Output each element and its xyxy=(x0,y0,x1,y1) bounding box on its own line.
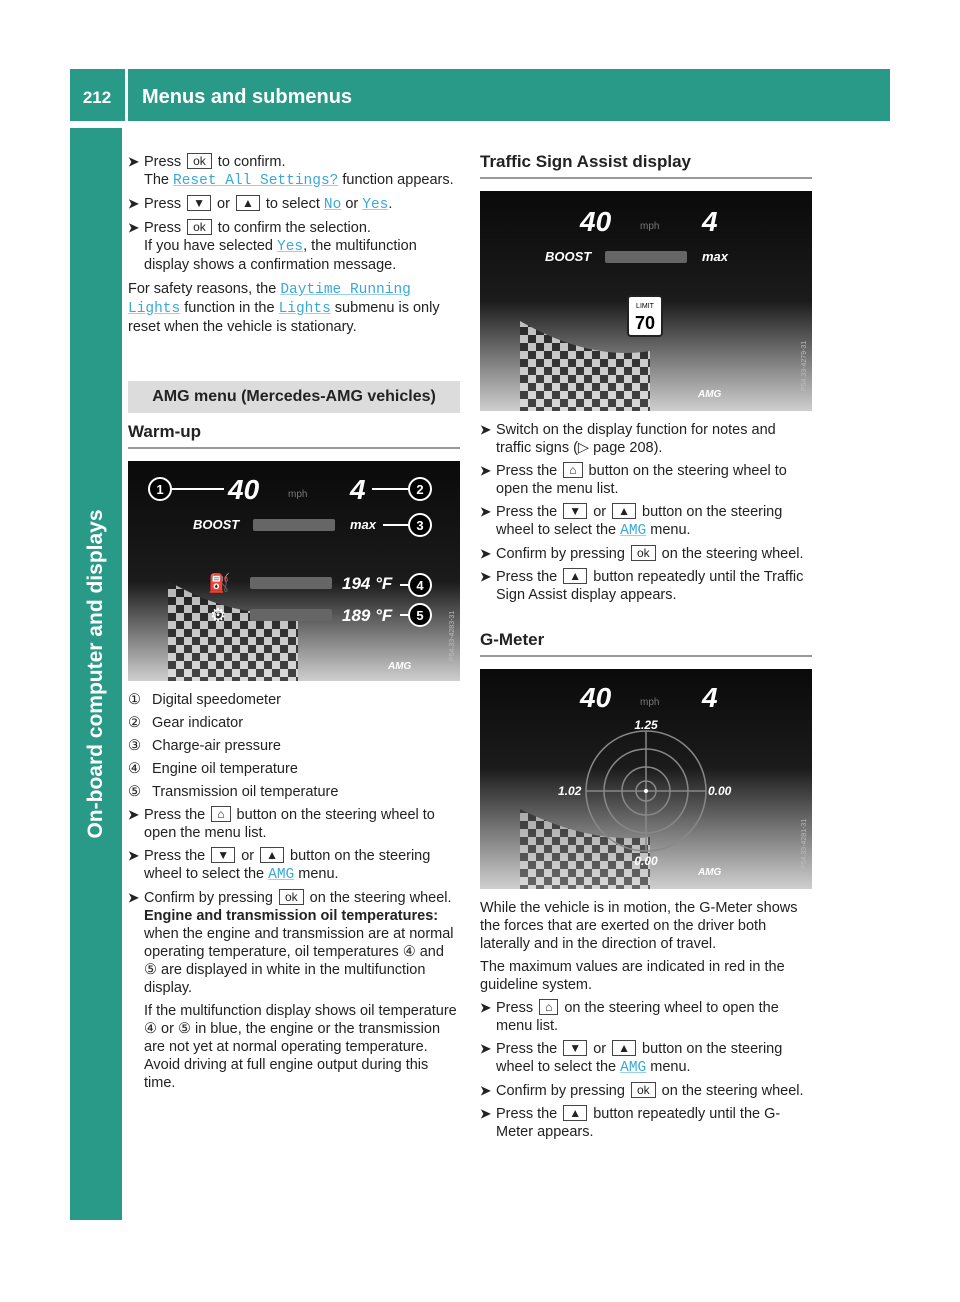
right-column xyxy=(480,153,812,1146)
g-value-right: 0.00 xyxy=(708,784,732,798)
gmeter-heading: G-Meter xyxy=(480,630,545,649)
step-arrow-icon: ➤ xyxy=(480,504,491,519)
step-arrow-icon: ➤ xyxy=(480,463,491,478)
step: ➤ Switch on the display function for notes and traffic signs (▷ page 208). xyxy=(480,422,776,456)
step-arrow-icon: ➤ xyxy=(128,807,139,822)
blue-temp-note: If the multifunction display shows oil temperature ④ or ⑤ in blue, the engine or the transmission are not yet at normal operating temperature. Avoid driving at full engine output during this time. xyxy=(144,1003,457,1091)
g-value-left: 1.02 xyxy=(558,784,582,798)
step-arrow-icon: ➤ xyxy=(480,1106,491,1121)
step: ➤ Press the ▼ or ▲ button on the steering wheel to select the AMG menu. xyxy=(480,504,783,539)
heading-rule xyxy=(480,655,812,657)
amg-section-heading: AMG menu (Mercedes-AMG vehicles) xyxy=(128,381,460,413)
gear-wheel-icon: ⚙ xyxy=(210,605,227,625)
svg-text:1: 1 xyxy=(156,482,164,497)
header-divider xyxy=(125,69,128,121)
gear-readout: 4 xyxy=(702,206,718,237)
amg-logo: AMG xyxy=(698,867,722,878)
ok-key-icon: ok xyxy=(631,545,656,561)
speed-unit: mph xyxy=(640,221,660,232)
page-number: 212 xyxy=(82,88,112,107)
step: ➤ Confirm by pressing ok on the steering wheel. xyxy=(480,546,804,562)
warmup-display-image xyxy=(128,461,460,681)
legend-item: ④ Engine oil temperature xyxy=(128,761,298,777)
step-arrow-icon: ➤ xyxy=(480,569,491,584)
page-title: Menus and submenus xyxy=(142,86,353,108)
tsa-heading: Traffic Sign Assist display xyxy=(480,152,691,171)
g-value-top: 1.25 xyxy=(634,718,658,732)
step-arrow-icon: ➤ xyxy=(128,848,139,863)
trans-temp-readout: 189 °F xyxy=(342,606,393,625)
down-key-icon: ▼ xyxy=(563,1040,587,1056)
step: ➤ Press the ⌂ button on the steering wheel to open the menu list. xyxy=(128,807,435,841)
ok-key-icon: ok xyxy=(631,1082,656,1098)
boost-max: max xyxy=(350,517,377,532)
safety-note: For safety reasons, the Daytime Running Lights function in the Lights submenu is only reset when the vehicle is stationary. xyxy=(128,281,440,335)
step-arrow-icon: ➤ xyxy=(128,154,139,169)
gear-readout: 4 xyxy=(702,682,718,713)
warmup-heading: Warm-up xyxy=(128,422,202,441)
left-column xyxy=(128,153,460,1097)
menu-item-reset: Reset All Settings? xyxy=(173,173,339,189)
trans-bar xyxy=(250,609,332,621)
step: ➤ Press ok to confirm the selection. If you have selected Yes, the multifunction display shows a confirmation message. xyxy=(128,220,417,273)
up-key-icon: ▲ xyxy=(260,847,284,863)
oil-bar xyxy=(250,577,332,589)
gmeter-description: While the vehicle is in motion, the G-Meter shows the forces that are exerted on the driver both laterally and in the direction of travel. xyxy=(480,900,798,952)
image-code: P54.33-4283-31 xyxy=(449,610,456,661)
step-arrow-icon: ➤ xyxy=(128,196,139,211)
home-key-icon: ⌂ xyxy=(211,806,230,822)
heading-rule xyxy=(128,447,460,449)
image-code: P54.33-4279-31 xyxy=(801,340,808,391)
gear-readout: 4 xyxy=(350,474,366,505)
step-arrow-icon: ➤ xyxy=(480,546,491,561)
g-value-bottom: 0.00 xyxy=(634,854,658,868)
amg-logo: AMG xyxy=(698,389,722,400)
step: ➤ Press the ⌂ button on the steering wheel to open the menu list. xyxy=(480,463,787,497)
up-key-icon: ▲ xyxy=(563,568,587,584)
legend-item: ⑤ Transmission oil temperature xyxy=(128,784,339,800)
up-key-icon: ▲ xyxy=(612,1040,636,1056)
up-key-icon: ▲ xyxy=(612,503,636,519)
boost-label: BOOST xyxy=(545,249,592,264)
up-key-icon: ▲ xyxy=(236,195,260,211)
step-arrow-icon: ➤ xyxy=(128,220,139,235)
amg-logo: AMG xyxy=(388,661,412,672)
step: ➤ Press the ▲ button repeatedly until the G-Meter appears. xyxy=(480,1106,781,1140)
step-arrow-icon: ➤ xyxy=(480,1083,491,1098)
step: ➤ Confirm by pressing ok on the steering wheel. Engine and transmission oil temperatures: when the engine and transmission are at normal operating temperature, oil temperatures ④ and ⑤ are displayed in white in the multifunction display. If the multifunction display shows oil temperature ④ or ⑤ in blue, the engine or the transmission are not yet at normal operating temperature. Avoid driving at full engine output during this time. xyxy=(128,889,460,1092)
up-key-icon: ▲ xyxy=(563,1105,587,1121)
boost-bar xyxy=(253,519,335,531)
down-key-icon: ▼ xyxy=(563,503,587,519)
step-arrow-icon: ➤ xyxy=(480,422,491,437)
step: ➤ Press ⌂ on the steering wheel to open the menu list. xyxy=(480,1000,779,1034)
ok-key-icon: ok xyxy=(279,889,304,905)
side-title: On-board computer and displays xyxy=(84,509,107,839)
home-key-icon: ⌂ xyxy=(563,462,582,478)
ok-key-icon: ok xyxy=(187,219,212,235)
oil-temp-readout: 194 °F xyxy=(342,574,393,593)
home-key-icon: ⌂ xyxy=(539,999,558,1015)
step: ➤ Press ▼ or ▲ to select No or Yes. xyxy=(128,196,393,213)
step-arrow-icon: ➤ xyxy=(480,1000,491,1015)
step-arrow-icon: ➤ xyxy=(480,1041,491,1056)
svg-text:5: 5 xyxy=(416,608,424,623)
speed-unit: mph xyxy=(640,697,660,708)
oil-can-icon: ⛽ xyxy=(208,573,231,593)
down-key-icon: ▼ xyxy=(187,195,211,211)
image-code: P54.33-4281-31 xyxy=(801,818,808,869)
gmeter-max-note: The maximum values are indicated in red in the guideline system. xyxy=(480,959,785,993)
step: ➤ Press the ▼ or ▲ button on the steering wheel to select the AMG menu. xyxy=(128,848,431,883)
limit-label: LIMIT xyxy=(636,303,654,310)
legend-item: ① Digital speedometer xyxy=(128,692,281,708)
boost-bar xyxy=(605,251,687,263)
step: ➤ Press the ▼ or ▲ button on the steering wheel to select the AMG menu. xyxy=(480,1041,783,1076)
speed-unit: mph xyxy=(288,489,308,500)
ok-key-icon: ok xyxy=(187,153,212,169)
step: ➤ Confirm by pressing ok on the steering wheel. xyxy=(480,1083,804,1099)
step: ➤ Press ok to confirm. The Reset All Settings? function appears. xyxy=(128,154,454,189)
tsa-display-image xyxy=(480,191,812,411)
svg-text:4: 4 xyxy=(416,578,424,593)
step-arrow-icon: ➤ xyxy=(128,890,139,905)
svg-text:3: 3 xyxy=(416,518,424,533)
gmeter-display-image xyxy=(480,669,812,889)
svg-text:2: 2 xyxy=(416,482,424,497)
down-key-icon: ▼ xyxy=(211,847,235,863)
boost-label: BOOST xyxy=(193,517,240,532)
legend-item: ② Gear indicator xyxy=(128,715,244,731)
legend-item: ③ Charge-air pressure xyxy=(128,738,281,754)
boost-max: max xyxy=(702,249,729,264)
speed-readout: 40 xyxy=(228,474,260,505)
heading-rule xyxy=(480,177,812,179)
speed-readout: 40 xyxy=(580,682,612,713)
limit-value: 70 xyxy=(634,313,656,333)
step: ➤ Press the ▲ button repeatedly until the Traffic Sign Assist display appears. xyxy=(480,569,804,603)
speed-readout: 40 xyxy=(580,206,612,237)
